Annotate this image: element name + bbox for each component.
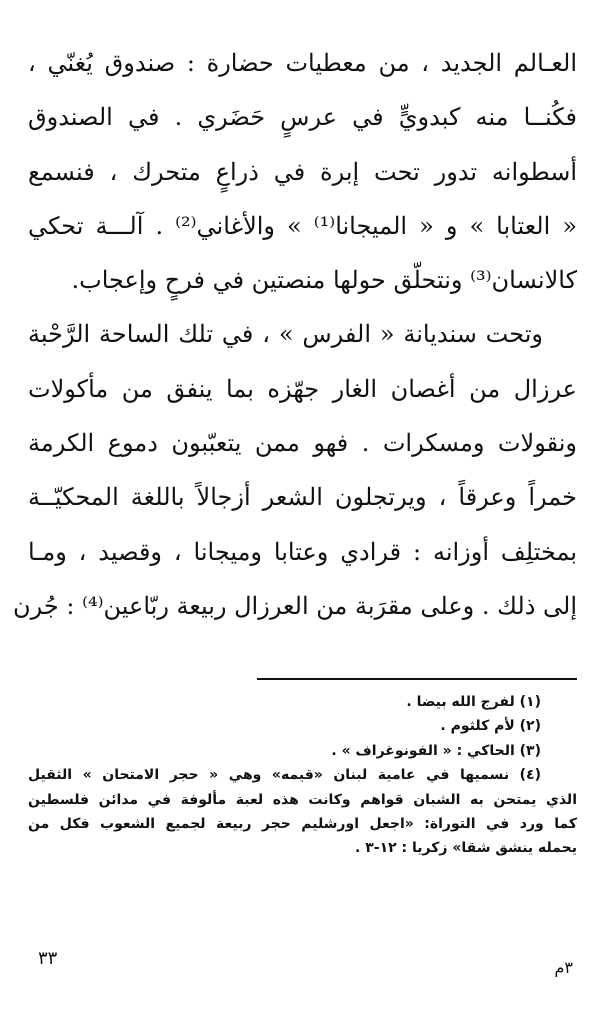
body-text — [13, 36, 577, 633]
footnote: (١) لفرج الله بيضا . — [406, 694, 541, 710]
text-line: بمختلِف أوزانه : قرادي وعتابا وميجانا ، وقصيد ، ومـا — [28, 537, 577, 566]
footnote-continued: كما ورد في التوراة: «اجعل اورشليم حجر ربيعة لجميع الشعوب فكل من — [28, 815, 577, 832]
text-line: عرزال من أغصان الغار جهّزه بما ينفق من مأكولات — [28, 374, 577, 403]
footnote: (٣) الحاكي : « الفونوغراف » . — [331, 742, 541, 759]
signature-mark: ٣م — [554, 958, 573, 977]
footnote-divider — [257, 678, 577, 680]
text-line: ونقولات ومسكرات . فهو ممن يتعبّبون دموع الكرمة — [28, 429, 577, 458]
text-line: وتحت سنديانة « الفرس » ، في تلك الساحة الرَّحْبة — [28, 320, 543, 349]
text-line: خمراً وعرقاً ، ويرتجلون الشعر أزجالاً باللغة المحكيّــة — [28, 483, 577, 512]
footnote-continued: يحمله ينشق شقا» زكريا : ١٢-٣ . — [355, 840, 577, 857]
footnote-continued: الذي يمتحن به الشبان قواهم وكانت هذه لعبة مألوفة في مدائن فلسطين — [28, 791, 577, 808]
footnote: (٢) لأم كلثوم . — [440, 718, 541, 735]
page-number: ٣٣ — [38, 948, 58, 969]
text-line: كالانسان⁽³⁾ ونتحلّق حولها منصتين في فرحٍ وإعجاب. — [71, 266, 577, 295]
footnotes — [28, 690, 577, 861]
text-line: العـالم الجديد ، من معطيات حضارة : صندوق يُغنّي ، — [28, 49, 577, 77]
text-line: « العتابا » و « الميجانا⁽¹⁾ » والأغاني⁽²⁾ . آلـــة تحكي — [28, 211, 577, 240]
text-line: فكُنــا منه كبدويٍّ في عرسٍ حَضَري . في الصندوق — [28, 103, 577, 132]
text-line: أسطوانه تدور تحت إبرة في ذراعٍ متحرك ، فنسمع — [28, 157, 577, 186]
footnote: (٤) نسميها في عامية لبنان «قيمه» وهي « حجر الامتحان » الثقيل — [28, 767, 541, 784]
text-line: إلى ذلك . وعلى مقرَبة من العرزال ربيعة ربّاعين⁽⁴⁾ : جُرن — [13, 591, 577, 620]
